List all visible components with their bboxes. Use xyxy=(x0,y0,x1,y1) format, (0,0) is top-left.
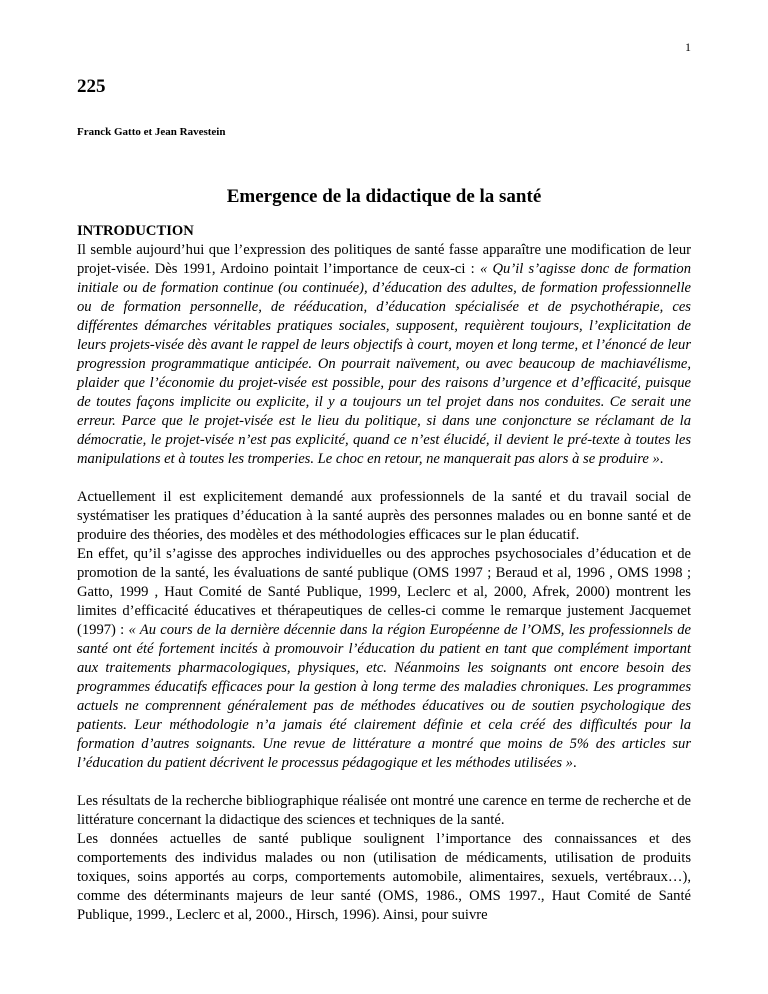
page-number: 1 xyxy=(685,40,691,54)
quote-jacquemet: « Au cours de la dernière décennie dans la région Européenne de l’OMS, les professionnels de santé ont été fortement incités à promouvoir l’éducation du patient en tant que complément important aux traitements pharmacologiques, physiques, etc. Néanmoins les soignants ont encore besoin des programmes éducatifs efficaces pour la gestion à long terme des maladies chroniques. Les programmes actuels ne comprennent généralement pas de méthodes éducatives ou de soutien psychologique des patients. Leur méthodologie n’a jamais été clairement définie et cela créé des difficultés pour la formation d’autres soignants. Une revue de littérature a montré que moins de 5% des articles sur l’éducation du patient décrivent le processus pédagogique et les méthodes utilisées » xyxy=(77,622,691,771)
paragraph-public-health: Les données actuelles de santé publique soulignent l’importance des connaissances et des comportements des individus malades ou non (utilisation de médicaments, utilisation de produits toxiques, soins apportés au corps, comportements automobile, alimentaires, sexuels, vertébraux…), comme des déterminants majeurs de leur santé (OMS, 1986., OMS 1997., Haut Comité de Santé Publique, 1999., Leclerc et al, 2000., Hirsch, 1996). Ainsi, pour suivre xyxy=(77,831,691,923)
paragraph-evaluations xyxy=(77,545,691,773)
document-title: Emergence de la didactique de la santé xyxy=(226,186,542,207)
body-content xyxy=(77,222,691,925)
authors-line: Franck Gatto et Jean Ravestein xyxy=(77,126,226,138)
paragraph-bibliography: Les résultats de la recherche bibliographique réalisée ont montré une carence en terme de recherche et de littérature concernant la didactique des sciences et techniques de la santé. xyxy=(77,793,691,828)
paragraph-professionals: Actuellement il est explicitement demandé aux professionnels de la santé et du travail social de systématiser les pratiques d’éducation à la santé auprès des personnes malades ou en bonne santé et de produire des théories, des modèles et des méthodologies efficaces sur le plan éducatif. xyxy=(77,489,691,543)
quote-ardoino: « Qu’il s’agisse donc de formation initiale ou de formation continue (ou continuée), d’éducation des adultes, de formation professionnelle ou de formation personnelle, de rééducation, d’éducation spécialisée et de psychothérapie, ces différentes démarches véritables pratiques sociales, supposent, requièrent toujours, l’explicitation de leurs projets-visée dès avant le rappel de leurs objectifs à court, moyen et long terme, et l’énoncé de leur progression programmatique anticipée. On pourrait naïvement, ou avec beaucoup de machiavélisme, plaider que l’économie du projet-visée est possible, pour des raisons d’urgence et d’efficacité, puisque de toutes façons implicite ou explicite, il y a toujours un tel projet dans nos conduites. Ce serait une erreur. Parce que le projet-visée est le lieu du politique, si dans une conjoncture se réclamant de la démocratie, le projet-visée n’est pas explicité, quand ce n’est élucidé, il devient le pré-texte à toutes les manipulations et à toutes les tromperies. Le choc en retour, ne manquerait pas alors à se produire » xyxy=(77,261,691,467)
section-heading-introduction: INTRODUCTION xyxy=(77,223,194,239)
paragraph-text: Il semble aujourd’hui que l’expression des politiques de santé fasse apparaître une modification de leur projet-visée. Dès 1991, Ardoino pointait l’importance de ceux-ci : xyxy=(77,242,691,277)
paragraph-ardoino xyxy=(77,241,691,469)
paragraph-text: En effet, qu’il s’agisse des approches individuelles ou des approches psychosociales d’éducation et de promotion de la santé, les évaluations de santé publique (OMS 1997 ; Beraud et al, 1996 , OMS 1998 ; Gatto, 1999 , Haut Comité de Santé Publique, 1999, Leclerc et al, 2000, Afrek, 2000) montrent les limites d’efficacité éducatives et thérapeutiques de celles-ci comme le remarque justement Jacquemet (1997) : xyxy=(77,546,691,638)
paragraph-end: . xyxy=(659,451,664,467)
paragraph-end: . xyxy=(572,755,577,771)
document-number: 225 xyxy=(77,76,106,97)
